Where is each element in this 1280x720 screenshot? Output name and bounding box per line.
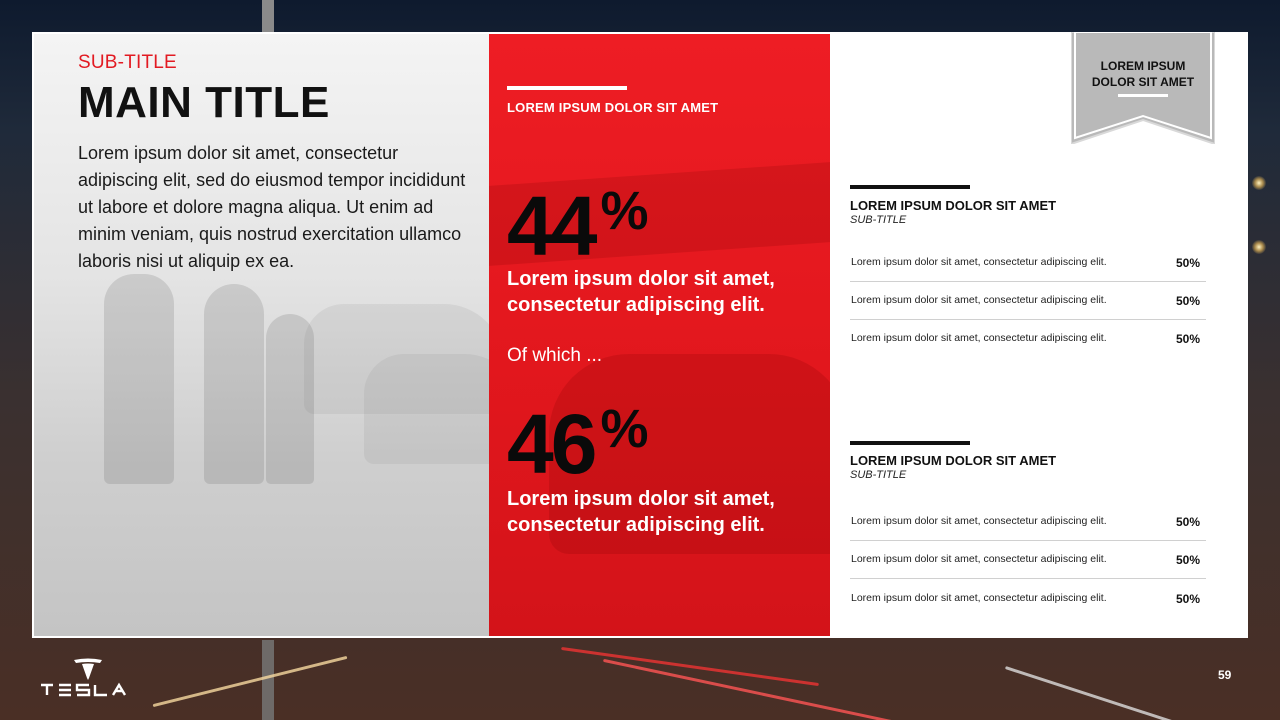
section-subtitle: SUB-TITLE [850, 469, 907, 481]
stat-unit: % [600, 399, 649, 459]
table-row [850, 580, 1206, 618]
table-row [850, 282, 1206, 320]
stat-value: 44 [507, 179, 595, 273]
page-number: 59 [1218, 668, 1232, 682]
light-streak [153, 656, 348, 707]
section-title: LOREM IPSUM DOLOR SIT AMET [850, 453, 1057, 468]
street-light [1252, 176, 1266, 190]
person-shape [204, 284, 264, 484]
heading-accent-bar [507, 86, 627, 90]
stat-46-percent [507, 397, 649, 491]
row-value: 50% [1175, 332, 1200, 346]
section-accent-bar [850, 185, 970, 189]
row-text: Lorem ipsum dolor sit amet, consectetur adipiscing elit. [851, 294, 1107, 306]
stat-description: Lorem ipsum dolor sit amet, consectetur adipiscing elit. [507, 488, 775, 536]
table-row [850, 244, 1206, 282]
stats-panel [489, 34, 830, 636]
sub-title: SUB-TITLE [78, 52, 177, 73]
row-text: Lorem ipsum dolor sit amet, consectetur adipiscing elit. [851, 515, 1107, 527]
row-text: Lorem ipsum dolor sit amet, consectetur adipiscing elit. [851, 553, 1107, 565]
row-value: 50% [1175, 256, 1200, 270]
lamp-pole [262, 640, 274, 720]
row-value: 50% [1175, 515, 1200, 529]
ribbon-line-2: DOLOR SIT AMET [1091, 75, 1195, 89]
person-shape [104, 274, 174, 484]
of-which-label: Of which ... [507, 345, 603, 366]
section-subtitle: SUB-TITLE [850, 214, 907, 226]
row-value: 50% [1175, 553, 1200, 567]
row-text: Lorem ipsum dolor sit amet, consectetur adipiscing elit. [851, 332, 1107, 344]
section-title: LOREM IPSUM DOLOR SIT AMET [850, 198, 1057, 213]
lamp-pole [262, 0, 274, 34]
row-text: Lorem ipsum dolor sit amet, consectetur adipiscing elit. [851, 592, 1107, 604]
tesla-logo-icon [38, 658, 138, 698]
light-streak [603, 659, 897, 720]
stat-value: 46 [507, 397, 595, 491]
stat-44-percent [507, 179, 649, 273]
stat-description: Lorem ipsum dolor sit amet, consectetur adipiscing elit. [507, 268, 775, 316]
table-row [850, 320, 1206, 358]
ribbon-underline [1118, 94, 1168, 97]
table-row [850, 541, 1206, 579]
table-row [850, 503, 1206, 541]
ribbon-line-1: LOREM IPSUM [1100, 59, 1186, 73]
intro-paragraph: Lorem ipsum dolor sit amet, consectetur adipiscing elit, sed do eiusmod tempor incididunt ut labore et dolore magna aliqua. Ut enim ad minim veniam, quis nostrud exercitation ullamco laboris nisi ut aliquip ex ea. [78, 143, 466, 271]
person-shape [266, 314, 314, 484]
row-value: 50% [1175, 294, 1200, 308]
stat-unit: % [600, 181, 649, 241]
ribbon-label [1071, 58, 1215, 90]
section-accent-bar [850, 441, 970, 445]
row-text: Lorem ipsum dolor sit amet, consectetur adipiscing elit. [851, 256, 1107, 268]
street-light [1252, 240, 1266, 254]
car-shape [364, 354, 489, 464]
stats-heading: LOREM IPSUM DOLOR SIT AMET [507, 100, 719, 115]
light-streak [1005, 666, 1215, 720]
row-value: 50% [1175, 592, 1200, 606]
main-title: MAIN TITLE [78, 78, 330, 127]
